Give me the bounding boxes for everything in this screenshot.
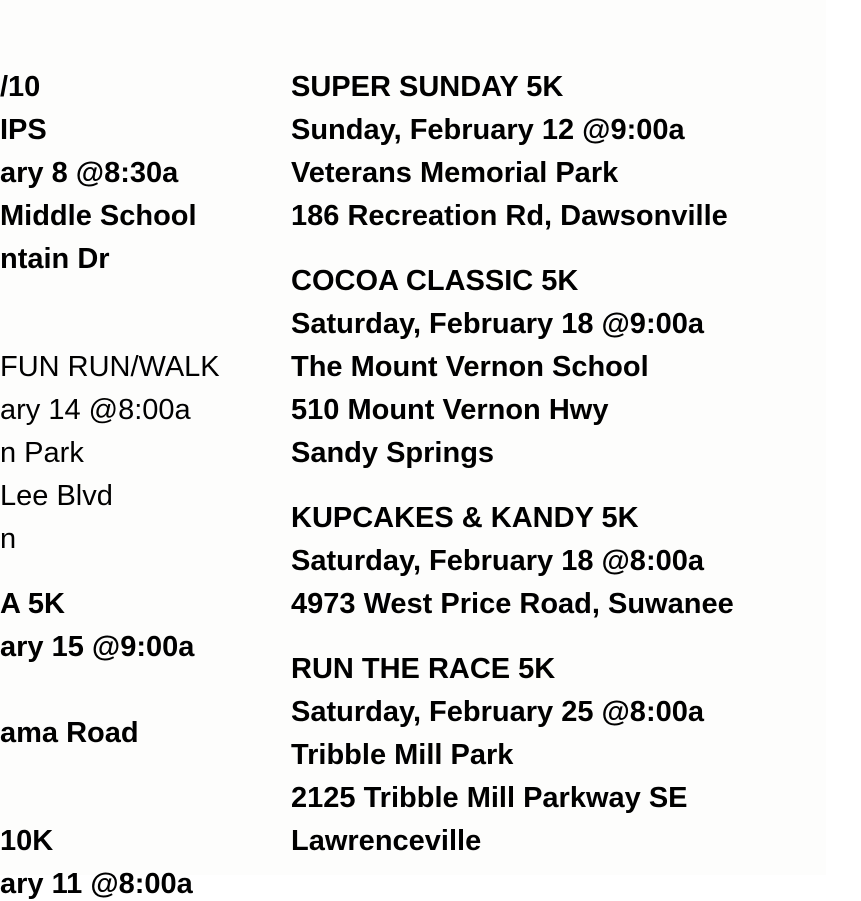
left-event-date: ary 8 @8:30a xyxy=(0,157,179,189)
event-venue: Tribble Mill Park xyxy=(291,739,514,771)
event-city: Lawrenceville xyxy=(291,825,482,857)
event-title: KUPCAKES & KANDY 5K xyxy=(291,502,639,534)
left-event-date: ary 14 @8:00a xyxy=(0,394,191,426)
event-city: Sandy Springs xyxy=(291,437,495,469)
event-address: 2125 Tribble Mill Parkway SE xyxy=(291,782,688,814)
event-address: 4973 West Price Road, Suwanee xyxy=(291,588,734,620)
event-title: COCOA CLASSIC 5K xyxy=(291,265,579,297)
event-date: Saturday, February 18 @8:00a xyxy=(291,545,704,577)
event-address: 186 Recreation Rd, Dawsonville xyxy=(291,200,728,232)
event-address: 510 Mount Vernon Hwy xyxy=(291,394,609,426)
left-event-date: ary 15 @9:00a xyxy=(0,631,195,663)
left-event-address: ntain Dr xyxy=(0,243,110,275)
event-venue: The Mount Vernon School xyxy=(291,351,649,383)
left-event-subtitle: IPS xyxy=(0,114,47,146)
event-date: Saturday, February 18 @9:00a xyxy=(291,308,704,340)
event-date: Sunday, February 12 @9:00a xyxy=(291,114,685,146)
left-event-title: /10 xyxy=(0,71,41,103)
event-title: RUN THE RACE 5K xyxy=(291,653,556,685)
event-date: Saturday, February 25 @8:00a xyxy=(291,696,704,728)
left-event-date: ary 11 @8:00a xyxy=(0,868,193,900)
left-event-title: A 5K xyxy=(0,588,65,620)
event-venue: Veterans Memorial Park xyxy=(291,157,619,189)
left-event-venue: n Park xyxy=(0,437,84,469)
left-event-title: FUN RUN/WALK xyxy=(0,351,220,383)
left-event-city: n xyxy=(0,523,17,555)
left-event-venue: Middle School xyxy=(0,200,197,232)
left-event-address: Lee Blvd xyxy=(0,480,113,512)
left-event-title: 10K xyxy=(0,825,54,857)
event-title: SUPER SUNDAY 5K xyxy=(291,71,564,103)
left-event-address: ama Road xyxy=(0,717,139,749)
